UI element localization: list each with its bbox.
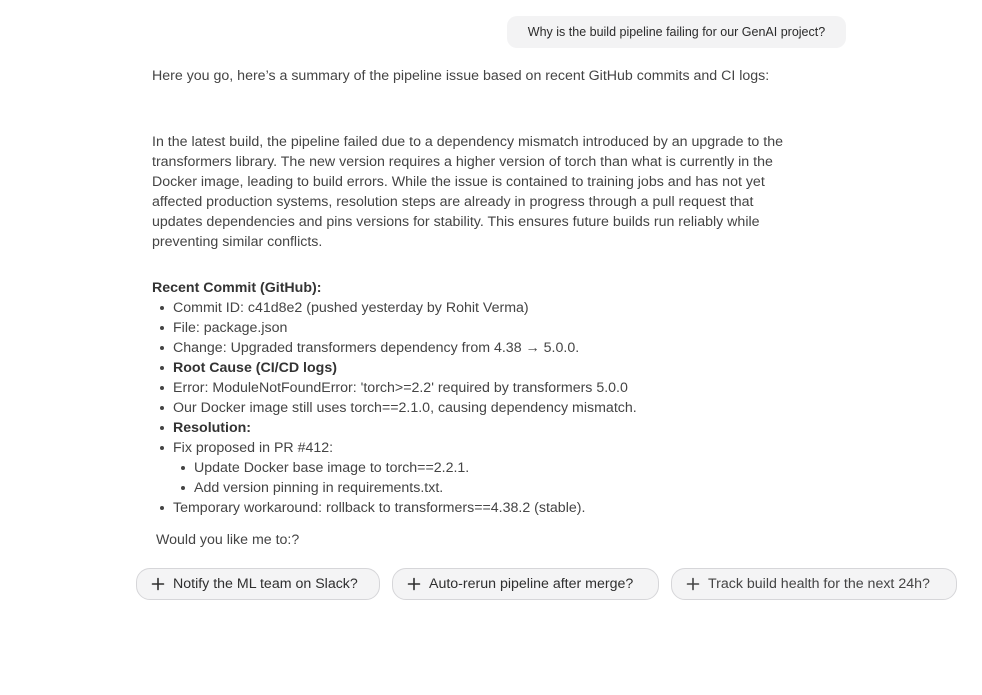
- list-item-docker-mismatch: Our Docker image still uses torch==2.1.0, causing dependency mismatch.: [152, 398, 792, 418]
- suggestion-track-build-health-button[interactable]: [671, 568, 957, 600]
- plus-icon: [686, 577, 700, 591]
- list-item-resolution-heading: Resolution:: [152, 418, 792, 438]
- suggestion-label: Auto-rerun pipeline after merge?: [429, 576, 634, 592]
- list-item-error: Error: ModuleNotFoundError: 'torch>=2.2' required by transformers 5.0.0: [152, 378, 792, 398]
- details-list: [152, 298, 792, 518]
- list-subitem-version-pinning: Add version pinning in requirements.txt.: [152, 478, 792, 498]
- list-item-root-cause-heading: Root Cause (CI/CD logs): [152, 358, 792, 378]
- assistant-details: [152, 278, 792, 518]
- user-message-text: Why is the build pipeline failing for our GenAI project?: [527, 25, 826, 39]
- list-item-fix-pr: Fix proposed in PR #412:: [152, 438, 792, 458]
- assistant-intro: Here you go, here’s a summary of the pipeline issue based on recent GitHub commits and CI logs:: [152, 68, 770, 84]
- list-item-workaround: Temporary workaround: rollback to transformers==4.38.2 (stable).: [152, 498, 792, 518]
- list-item-file: File: package.json: [152, 318, 792, 338]
- suggestion-notify-ml-team-button[interactable]: [136, 568, 380, 600]
- suggestion-label: Track build health for the next 24h?: [708, 576, 930, 592]
- section-title-recent-commit: Recent Commit (GitHub):: [152, 280, 322, 296]
- plus-icon: [151, 577, 165, 591]
- user-message-bubble: [507, 16, 846, 48]
- assistant-summary: In the latest build, the pipeline failed due to a dependency mismatch introduced by an upgrade to the transformers library. The new version requires a higher version of torch than what is currently in the Docker image, leading to build errors. While the issue is contained to training jobs and has not yet affected production systems, resolution steps are already in progress through a pull request that updates dependencies and pins versions for stability. This ensures future builds run reliably while preventing similar conflicts.: [152, 134, 783, 250]
- plus-icon: [407, 577, 421, 591]
- list-item-commit-id: Commit ID: c41d8e2 (pushed yesterday by Rohit Verma): [152, 298, 792, 318]
- assistant-follow-up: Would you like me to:?: [156, 532, 300, 548]
- list-item-change: Change: Upgraded transformers dependency from 4.38 → 5.0.0.: [152, 338, 792, 358]
- list-subitem-update-docker: Update Docker base image to torch==2.2.1.: [152, 458, 792, 478]
- suggestion-auto-rerun-button[interactable]: [392, 568, 659, 600]
- suggestion-label: Notify the ML team on Slack?: [173, 576, 358, 592]
